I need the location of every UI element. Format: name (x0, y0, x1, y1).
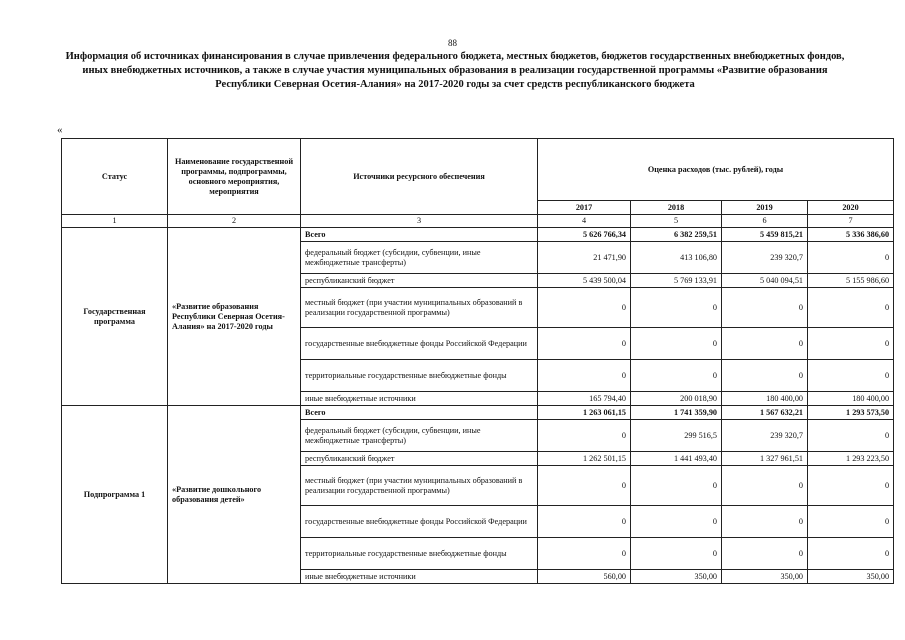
value-cell: 0 (808, 288, 894, 328)
value-cell: 0 (722, 506, 808, 538)
value-cell: 5 155 986,60 (808, 274, 894, 288)
value-cell: 5 439 500,04 (538, 274, 631, 288)
value-cell: 5 769 133,91 (631, 274, 722, 288)
table-row (62, 228, 894, 242)
value-cell: 239 320,7 (722, 420, 808, 452)
opening-quote-mark: « (57, 124, 63, 136)
value-cell: 0 (538, 360, 631, 392)
value-cell: 0 (631, 328, 722, 360)
source-cell: государственные внебюджетные фонды Российской Федерации (301, 328, 538, 360)
value-cell: 0 (538, 328, 631, 360)
table-row (62, 406, 894, 420)
source-cell: государственные внебюджетные фонды Российской Федерации (301, 506, 538, 538)
source-cell: республиканский бюджет (301, 452, 538, 466)
value-cell: 0 (808, 538, 894, 570)
column-index: 3 (301, 215, 538, 228)
source-cell: республиканский бюджет (301, 274, 538, 288)
value-cell: 0 (538, 420, 631, 452)
value-cell: 0 (538, 288, 631, 328)
header-estimate: Оценка расходов (тыс. рублей), годы (538, 139, 894, 201)
value-cell: 0 (538, 538, 631, 570)
value-cell: 1 741 359,90 (631, 406, 722, 420)
source-cell: иные внебюджетные источники (301, 392, 538, 406)
value-cell: 5 040 094,51 (722, 274, 808, 288)
value-cell: 180 400,00 (722, 392, 808, 406)
value-cell: 299 516,5 (631, 420, 722, 452)
value-cell: 0 (631, 360, 722, 392)
source-cell: местный бюджет (при участии муниципальных образований в реализации государственной программы) (301, 288, 538, 328)
source-cell: территориальные государственные внебюджетные фонды (301, 538, 538, 570)
value-cell: 0 (631, 288, 722, 328)
value-cell: 0 (722, 328, 808, 360)
status-cell: Подпрограмма 1 (62, 406, 168, 584)
source-cell: Всего (301, 228, 538, 242)
value-cell: 560,00 (538, 570, 631, 584)
value-cell: 0 (722, 538, 808, 570)
source-cell: иные внебюджетные источники (301, 570, 538, 584)
value-cell: 1 567 632,21 (722, 406, 808, 420)
value-cell: 0 (722, 360, 808, 392)
page-number: 88 (448, 38, 457, 48)
value-cell: 6 382 259,51 (631, 228, 722, 242)
program-name-cell: «Развитие образования Республики Северная Осетия-Алания» на 2017-2020 годы (168, 228, 301, 406)
value-cell: 0 (808, 328, 894, 360)
column-index: 6 (722, 215, 808, 228)
status-cell: Государственная программа (62, 228, 168, 406)
value-cell: 5 336 386,60 (808, 228, 894, 242)
source-cell: Всего (301, 406, 538, 420)
value-cell: 0 (808, 242, 894, 274)
column-index: 4 (538, 215, 631, 228)
header-status: Статус (62, 139, 168, 215)
source-cell: местный бюджет (при участии муниципальных образований в реализации государственной программы) (301, 466, 538, 506)
value-cell: 1 263 061,15 (538, 406, 631, 420)
value-cell: 1 293 573,50 (808, 406, 894, 420)
value-cell: 0 (808, 506, 894, 538)
header-name: Наименование государственной программы, подпрограммы, основного мероприятия, мероприятия (168, 139, 301, 215)
header-year: 2018 (631, 201, 722, 215)
column-index: 2 (168, 215, 301, 228)
column-index: 5 (631, 215, 722, 228)
value-cell: 350,00 (808, 570, 894, 584)
value-cell: 0 (538, 506, 631, 538)
value-cell: 0 (722, 466, 808, 506)
column-index: 7 (808, 215, 894, 228)
value-cell: 350,00 (722, 570, 808, 584)
value-cell: 165 794,40 (538, 392, 631, 406)
value-cell: 200 018,90 (631, 392, 722, 406)
value-cell: 0 (808, 420, 894, 452)
value-cell: 0 (538, 466, 631, 506)
header-year: 2017 (538, 201, 631, 215)
value-cell: 0 (722, 288, 808, 328)
value-cell: 5 459 815,21 (722, 228, 808, 242)
source-cell: федеральный бюджет (субсидии, субвенции, иные межбюджетные трансферты) (301, 242, 538, 274)
value-cell: 5 626 766,34 (538, 228, 631, 242)
value-cell: 1 262 501,15 (538, 452, 631, 466)
header-year: 2019 (722, 201, 808, 215)
value-cell: 1 327 961,51 (722, 452, 808, 466)
source-cell: федеральный бюджет (субсидии, субвенции, иные межбюджетные трансферты) (301, 420, 538, 452)
value-cell: 180 400,00 (808, 392, 894, 406)
value-cell: 0 (631, 466, 722, 506)
value-cell: 0 (631, 506, 722, 538)
header-source: Источники ресурсного обеспечения (301, 139, 538, 215)
value-cell: 350,00 (631, 570, 722, 584)
value-cell: 0 (808, 466, 894, 506)
value-cell: 1 293 223,50 (808, 452, 894, 466)
value-cell: 1 441 493,40 (631, 452, 722, 466)
value-cell: 0 (808, 360, 894, 392)
column-index-row (62, 215, 894, 228)
value-cell: 413 106,80 (631, 242, 722, 274)
header-year: 2020 (808, 201, 894, 215)
source-cell: территориальные государственные внебюджетные фонды (301, 360, 538, 392)
program-name-cell: «Развитие дошкольного образования детей» (168, 406, 301, 584)
value-cell: 0 (631, 538, 722, 570)
value-cell: 239 320,7 (722, 242, 808, 274)
value-cell: 21 471,90 (538, 242, 631, 274)
financing-table (61, 138, 894, 584)
column-index: 1 (62, 215, 168, 228)
document-title: Информация об источниках финансирования в случае привлечения федерального бюджета, местных бюджетов, бюджетов государственных внебюджетных фондов, иных внебюджетных источников, а также в случае участия муниципальных образования в реализации государственной программы «Развитие образования Республики Северная Осетия-Алания» на 2017-2020 годы за счет средств республиканского бюджета (65, 51, 845, 90)
